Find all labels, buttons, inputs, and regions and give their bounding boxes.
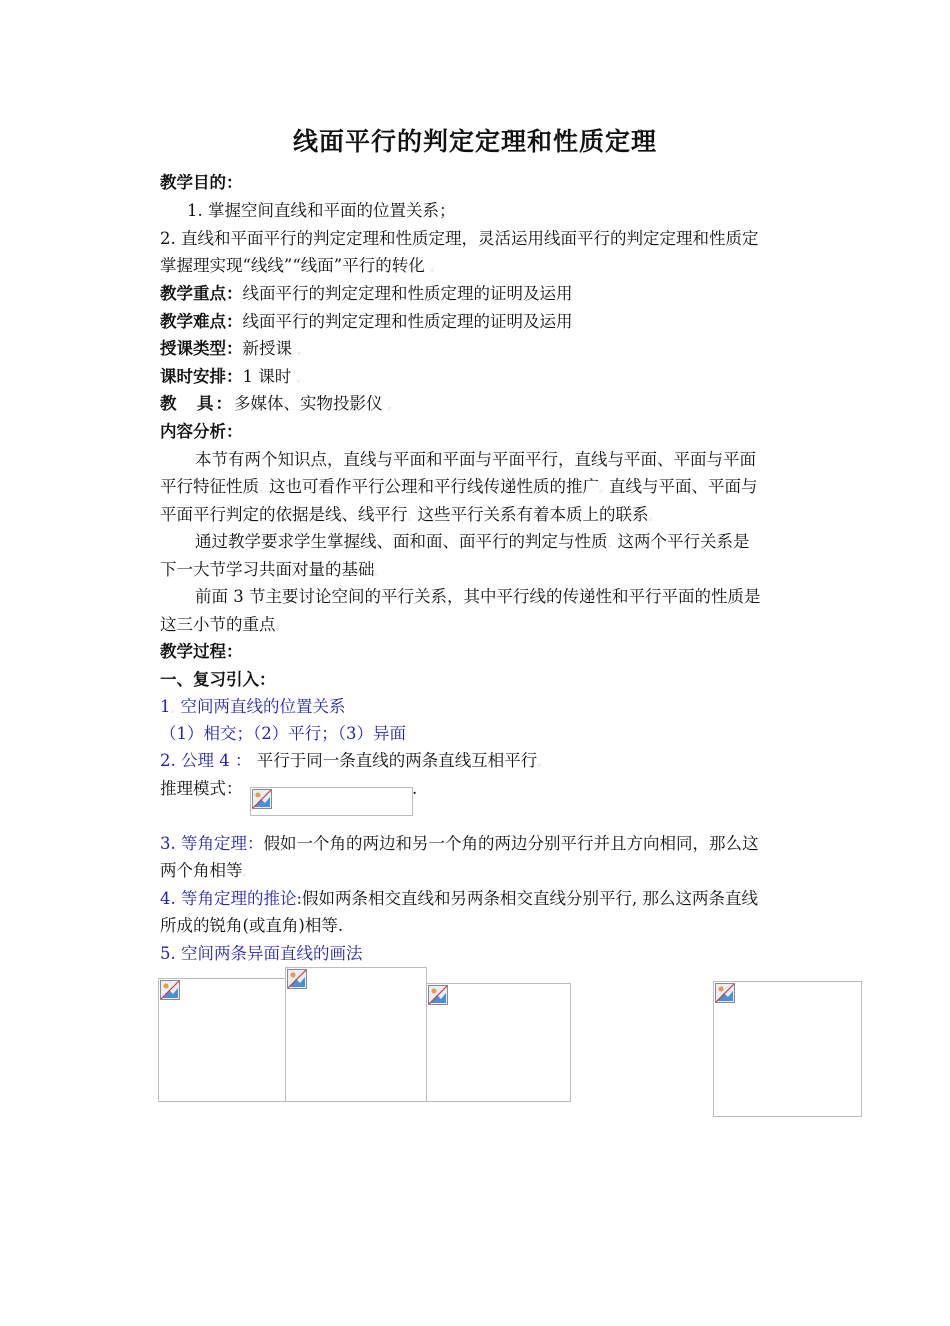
figure-image-1 [158,978,286,1102]
paragraph-mark: 。 [387,401,398,412]
difficulty-row [160,312,573,332]
inference-image [250,787,413,816]
analysis-p2-line1 [195,532,750,555]
item-1-row [160,697,346,720]
paragraph-mark: 。 [170,704,181,715]
analysis-p3-line1: 前面 3 节主要讨论空间的平行关系，其中平行线的传递性和平行平面的性质是 [195,587,761,606]
broken-image-icon [252,789,272,809]
paragraph-mark: 。 [374,567,385,578]
paragraph-mark: 。 [537,758,548,769]
analysis-text: 下一大节学习共面对量的基础 [160,560,375,579]
item-4-row [160,889,758,909]
inference-label: 推理模式： [160,779,243,798]
item-3-row-2 [160,861,253,884]
analysis-text: 通过教学要求学生掌握线、面和面、面平行的判定与性质 [195,532,608,551]
lesson-type-row [160,339,307,362]
analysis-p2-line2 [160,560,385,583]
hours-label: 课时安排： [160,367,243,386]
analysis-label: 内容分析： [160,422,243,441]
inference-end: . [412,779,418,798]
item-5-label: 5. 空间两条异面直线的画法 [160,944,363,963]
analysis-text: 这两个平行关系是 [617,532,750,551]
paragraph-mark: 。 [297,346,308,357]
item-4-text: 假如两条相交直线和另两条相交直线分别平行, 那么这两条直线 [302,889,759,908]
objective-1: 1. 掌握空间直线和平面的位置关系； [187,201,456,220]
objective-2-line2 [160,256,440,279]
item-3-row [160,834,759,854]
analysis-p1-line2 [160,477,758,500]
analysis-text: 这也可看作平行公理和平行线传递性质的推广 [269,477,599,496]
paragraph-mark: 。 [296,374,307,385]
analysis-text: 这些平行关系有着本质上的联系 [417,505,649,524]
key-points-row [160,284,573,304]
paragraph-mark: 。 [599,484,609,495]
hours-row [160,367,307,390]
item-2-text: 平行于同一条直线的两条直线互相平行 [256,751,538,770]
paragraph-mark: 。 [242,868,253,879]
item-3-text: 两个角相等 [160,861,243,880]
item-1-number: 1 [160,697,171,716]
item-1-text: 空间两直线的位置关系 [180,697,346,716]
figure-image-3 [426,983,571,1102]
figure-image-2 [285,967,427,1102]
key-points-text: 线面平行的判定定理和性质定理的证明及运用 [242,284,573,303]
item-2-label: 2. 公理 4 ： [160,751,252,770]
lesson-type-label: 授课类型： [160,339,243,358]
analysis-p3-line2 [160,615,286,638]
broken-image-icon [715,983,735,1003]
objective-2-line1: 2. 直线和平面平行的判定定理和性质定理，灵活运用线面平行的判定定理和性质定 [160,229,759,248]
analysis-p1-line1: 本节有两个知识点，直线与平面和平面与平面平行，直线与平面、平面与平面 [195,450,756,469]
analysis-text: 平面平行判定的依据是线、线平行 [160,505,408,524]
objectives-label: 教学目的： [160,173,243,192]
objective-2-text: 掌握理实现“线线”“线面”平行的转化 [160,256,425,275]
difficulty-label: 教学难点： [160,312,243,331]
broken-image-icon [287,969,307,989]
paragraph-mark: 。 [275,622,286,633]
process-label: 教学过程： [160,642,243,661]
paragraph-mark: 。 [407,512,418,523]
tools-label: 教 具： [160,394,234,413]
tools-row [160,394,398,417]
paragraph-mark: 。 [259,484,269,495]
review-label: 一、复习引入： [160,670,276,689]
broken-image-icon [160,980,180,1000]
item-4-label: 4. 等角定理的推论: [160,889,303,908]
page-title: 线面平行的判定定理和性质定理 [292,127,657,156]
key-points-label: 教学重点： [160,284,243,303]
paragraph-mark: 。 [607,539,618,550]
item-3-text: 假如一个角的两边和另一个角的两边分别平行并且方向相同，那么这 [263,834,759,853]
item-4-row-2: 所成的锐角(或直角)相等. [160,916,344,935]
lesson-type-text: 新授课 [242,339,292,358]
analysis-text: 直线与平面、平面与 [609,477,758,496]
tools-text: 多媒体、实物投影仪 [234,394,383,413]
difficulty-text: 线面平行的判定定理和性质定理的证明及运用 [242,312,573,331]
hours-text: 1 课时 [242,367,292,386]
paragraph-mark: 。 [430,263,440,274]
item-1-sub: （1）相交；（2）平行；（3）异面 [160,724,406,743]
item-3-label: 3. 等角定理： [160,834,264,853]
analysis-text: 平行特征性质 [160,477,259,496]
broken-image-icon [428,985,448,1005]
item-2-row [160,751,547,774]
analysis-p1-line3 [160,505,659,528]
figure-image-4 [713,981,862,1117]
analysis-text: 这三小节的重点 [160,615,276,634]
paragraph-mark: 。 [648,512,659,523]
